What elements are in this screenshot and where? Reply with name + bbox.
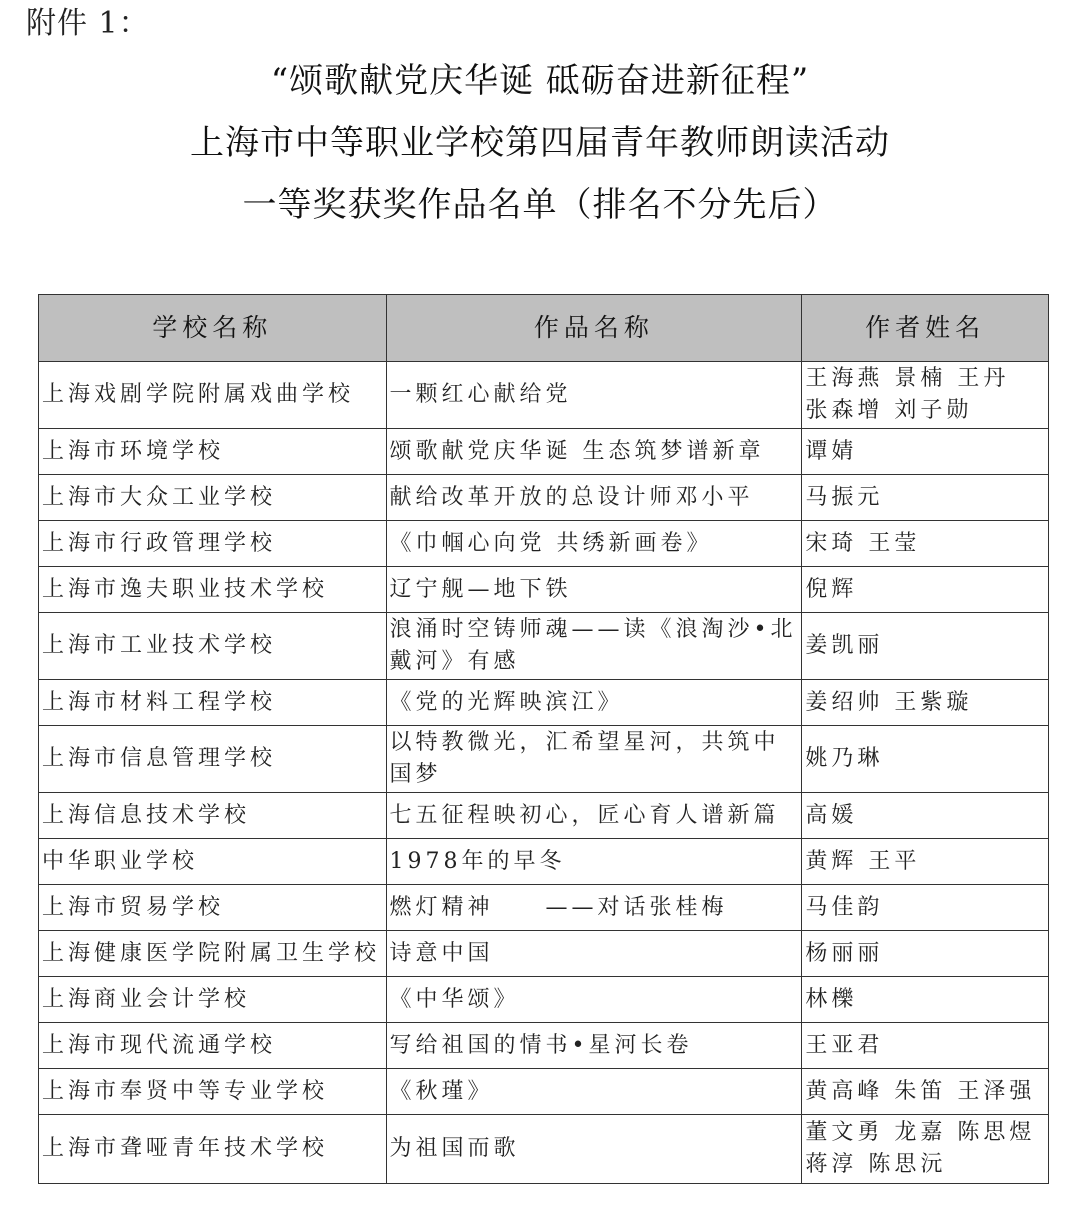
author-cell: 王亚君 [802,1023,1049,1069]
table-row [39,567,1049,613]
author-cell: 杨丽丽 [802,931,1049,977]
school-cell: 中华职业学校 [39,839,387,885]
school-cell: 上海市环境学校 [39,429,387,475]
table-row [39,680,1049,726]
work-cell: 献给改革开放的总设计师邓小平 [386,475,802,521]
title-block [0,50,1080,236]
author-cell: 黄辉 王平 [802,839,1049,885]
award-table [38,294,1049,1184]
title-line-1: “颂歌献党庆华诞 砥砺奋进新征程” [270,61,810,101]
school-cell: 上海市材料工程学校 [39,680,387,726]
table-row [39,521,1049,567]
table-row [39,429,1049,475]
school-cell: 上海市工业技术学校 [39,613,387,680]
work-cell: 浪涌时空铸师魂——读《浪淘沙•北戴河》有感 [386,613,802,680]
author-cell: 高媛 [802,793,1049,839]
work-cell: 七五征程映初心，匠心育人谱新篇 [386,793,802,839]
school-cell: 上海商业会计学校 [39,977,387,1023]
school-cell: 上海市聋哑青年技术学校 [39,1115,387,1184]
header-school: 学校名称 [39,295,387,362]
work-cell: 《党的光辉映滨江》 [386,680,802,726]
table-row [39,1115,1049,1184]
school-cell: 上海市大众工业学校 [39,475,387,521]
title-line-2: 上海市中等职业学校第四届青年教师朗读活动 [190,123,890,163]
school-cell: 上海市奉贤中等专业学校 [39,1069,387,1115]
author-cell: 姚乃琳 [802,726,1049,793]
author-cell: 马佳韵 [802,885,1049,931]
work-cell: 《秋瑾》 [386,1069,802,1115]
work-cell: 燃灯精神 ——对话张桂梅 [386,885,802,931]
table-row [39,977,1049,1023]
work-cell: 诗意中国 [386,931,802,977]
table-row [39,613,1049,680]
author-cell: 林櫟 [802,977,1049,1023]
school-cell: 上海市信息管理学校 [39,726,387,793]
work-cell: 1978年的早冬 [386,839,802,885]
table-row [39,475,1049,521]
table-header-row [39,295,1049,362]
attachment-label: 附件 1： [26,6,150,41]
author-cell: 姜绍帅 王紫璇 [802,680,1049,726]
header-work: 作品名称 [386,295,802,362]
header-author: 作者姓名 [802,295,1049,362]
work-cell: 一颗红心献给党 [386,362,802,429]
author-cell: 谭婧 [802,429,1049,475]
work-cell: 《中华颂》 [386,977,802,1023]
school-cell: 上海健康医学院附属卫生学校 [39,931,387,977]
author-cell: 黄高峰 朱笛 王泽强 [802,1069,1049,1115]
school-cell: 上海市逸夫职业技术学校 [39,567,387,613]
author-cell: 马振元 [802,475,1049,521]
table-row [39,839,1049,885]
work-cell: 写给祖国的情书•星河长卷 [386,1023,802,1069]
author-cell: 倪辉 [802,567,1049,613]
table-row [39,1069,1049,1115]
title-line-3: 一等奖获奖作品名单（排名不分先后） [242,185,838,225]
school-cell: 上海市现代流通学校 [39,1023,387,1069]
author-cell: 王海燕 景楠 王丹 张森增 刘子勋 [802,362,1049,429]
author-cell: 董文勇 龙嘉 陈思煜 蒋淳 陈思沅 [802,1115,1049,1184]
school-cell: 上海市贸易学校 [39,885,387,931]
work-cell: 《巾帼心向党 共绣新画卷》 [386,521,802,567]
table-row [39,885,1049,931]
author-cell: 姜凯丽 [802,613,1049,680]
author-cell: 宋琦 王莹 [802,521,1049,567]
table-row [39,726,1049,793]
table-row [39,931,1049,977]
work-cell: 颂歌献党庆华诞 生态筑梦谱新章 [386,429,802,475]
school-cell: 上海戏剧学院附属戏曲学校 [39,362,387,429]
table-row [39,362,1049,429]
school-cell: 上海信息技术学校 [39,793,387,839]
work-cell: 辽宁舰—地下铁 [386,567,802,613]
work-cell: 为祖国而歌 [386,1115,802,1184]
table-row [39,793,1049,839]
table-row [39,1023,1049,1069]
work-cell: 以特教微光，汇希望星河，共筑中国梦 [386,726,802,793]
school-cell: 上海市行政管理学校 [39,521,387,567]
